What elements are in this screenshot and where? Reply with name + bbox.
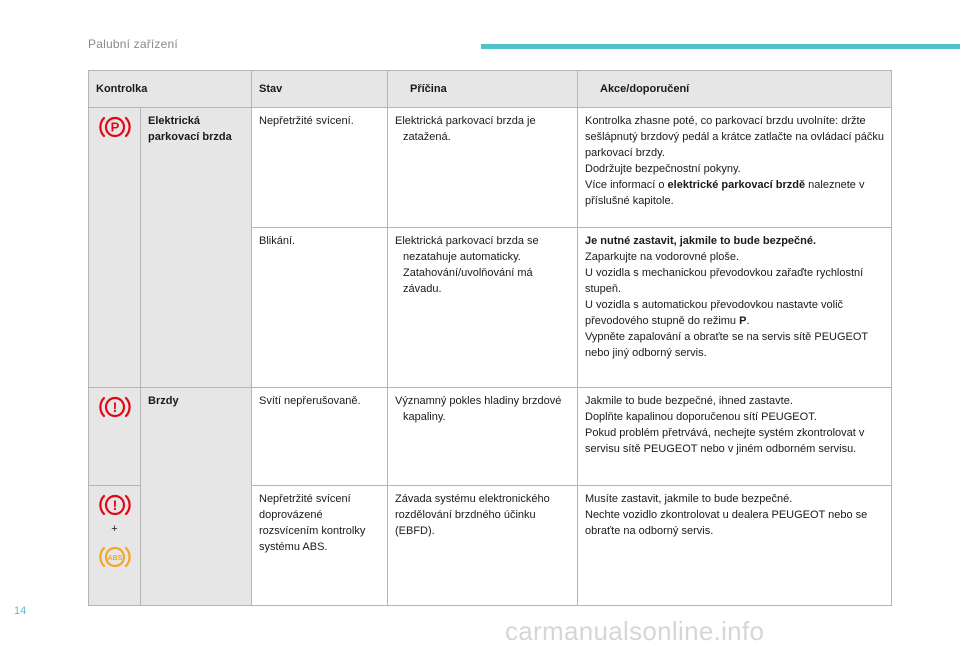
column-header-action: Akce/doporučení — [578, 71, 892, 108]
column-header-cause: Příčina — [388, 71, 578, 108]
header-title: Palubní zařízení — [88, 37, 178, 51]
abs-icon — [98, 543, 132, 571]
action-line: Nechte vozidlo zkontrolovat u dealera PEUGEOT nebo se obraťte na odborný servis. — [585, 509, 868, 537]
svg-text:!: ! — [112, 497, 117, 513]
cause-text: Elektrická parkovací brzda se nezatahuje automaticky. Zatahování/uvolňování má závadu. — [395, 235, 539, 295]
action-line: Dodržujte bezpečnostní pokyny. — [585, 163, 741, 175]
action-cell — [578, 108, 892, 228]
action-cell — [578, 486, 892, 606]
cause-cell: Závada systému elektronického rozdělování brzdného účinku (EBFD). — [388, 486, 578, 606]
brake-warning-icon — [98, 393, 132, 421]
action-line: Jakmile to bude bezpečné, ihned zastavte. — [585, 395, 793, 407]
cause-cell — [388, 388, 578, 486]
parking-brake-icon — [98, 113, 132, 141]
action-cell — [578, 228, 892, 388]
page-number: 14 — [14, 605, 27, 617]
svg-text:P: P — [110, 119, 119, 135]
state-cell: Blikání. — [252, 228, 388, 388]
action-more-info: Více informací o elektrické parkovací brzdě naleznete v příslušné kapitole. — [585, 179, 865, 207]
indicator-name: Brzdy — [141, 388, 252, 606]
cause-cell — [388, 228, 578, 388]
plus-sign: + — [111, 523, 118, 535]
indicator-icon-cell — [89, 486, 141, 606]
action-cell — [578, 388, 892, 486]
brake-warning-icon — [98, 491, 132, 519]
column-header-indicator: Kontrolka — [89, 71, 252, 108]
state-cell: Nepřetržité svícení doprovázené rozsvícením kontrolky systému ABS. — [252, 486, 388, 606]
action-line: Pokud problém přetrvává, nechejte systém zkontrolovat v servisu sítě PEUGEOT nebo v jiném odborném servisu. — [585, 427, 865, 455]
action-line: Doplňte kapalinou doporučenou sítí PEUGEOT. — [585, 411, 817, 423]
table-row — [89, 108, 892, 228]
header-accent-bar — [481, 44, 960, 49]
state-cell: Svítí nepřerušovaně. — [252, 388, 388, 486]
table-header-row — [89, 71, 892, 108]
action-line: Vypněte zapalování a obraťte se na servis sítě PEUGEOT nebo jiný odborný servis. — [585, 331, 868, 359]
cause-text: Elektrická parkovací brzda je zatažená. — [395, 115, 536, 143]
cause-cell — [388, 108, 578, 228]
watermark: carmanualsonline.info — [505, 616, 765, 646]
action-line: Kontrolka zhasne poté, co parkovací brzdu uvolníte: držte sešlápnutý brzdový pedál a krátce zatlačte na ovládací páčku parkovací brzdy. — [585, 115, 885, 159]
state-cell: Nepřetržité svícení. — [252, 108, 388, 228]
action-gear: U vozidla s automatickou převodovkou nastavte volič převodového stupně do režimu P. — [585, 299, 844, 327]
abs-icon-label: ABS — [107, 555, 122, 562]
svg-text:!: ! — [112, 399, 117, 415]
indicator-icon-cell — [89, 388, 141, 486]
table-row — [89, 388, 892, 486]
warning-lights-table — [88, 70, 892, 606]
indicator-icon-cell — [89, 108, 141, 388]
action-line: Zaparkujte na vodorovné ploše. — [585, 251, 740, 263]
action-emphasis: Je nutné zastavit, jakmile to bude bezpečné. — [585, 235, 817, 247]
cause-text: Významný pokles hladiny brzdové kapaliny. — [395, 395, 562, 423]
action-line: U vozidla s mechanickou převodovkou zařaďte rychlostní stupeň. — [585, 267, 864, 295]
action-line: Musíte zastavit, jakmile to bude bezpečné. — [585, 493, 793, 505]
indicator-name: Elektrická parkovací brzda — [141, 108, 252, 388]
column-header-state: Stav — [252, 71, 388, 108]
